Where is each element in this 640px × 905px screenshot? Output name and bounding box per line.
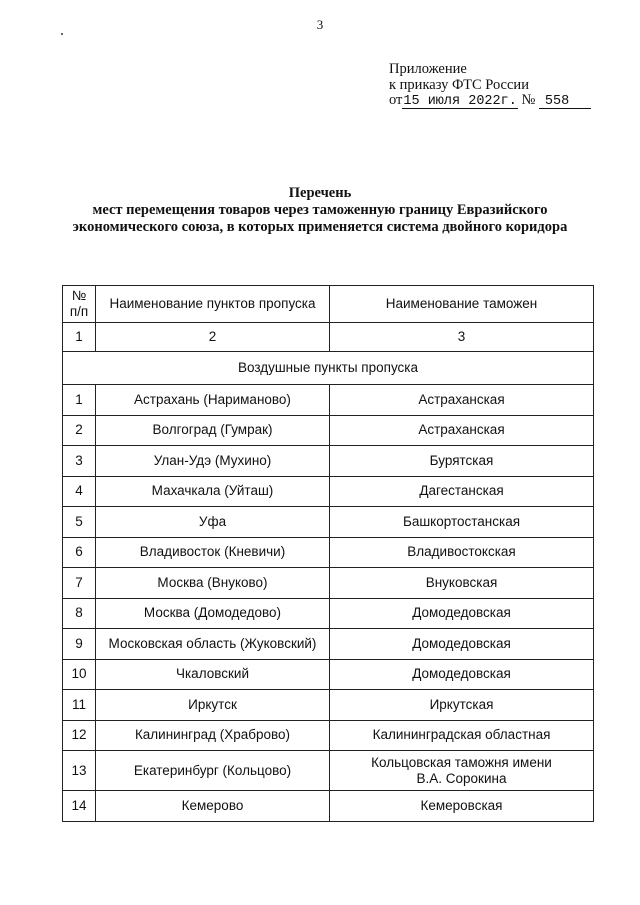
appendix-title: Приложение xyxy=(389,61,467,77)
row-customs-name: Домодедовская xyxy=(330,598,594,629)
row-number: 3 xyxy=(63,446,96,477)
table-row xyxy=(63,476,594,507)
row-number: 8 xyxy=(63,598,96,629)
row-point-name: Владивосток (Кневичи) xyxy=(96,537,330,568)
row-customs-name: Домодедовская xyxy=(330,659,594,690)
title-line-2: мест перемещения товаров через таможенную границу Евразийского xyxy=(92,202,548,218)
table-row xyxy=(63,791,594,822)
row-number: 14 xyxy=(63,791,96,822)
document-title xyxy=(40,185,600,236)
order-number: 558 xyxy=(539,95,591,109)
row-point-name: Екатеринбург (Кольцово) xyxy=(96,751,330,791)
row-point-name: Чкаловский xyxy=(96,659,330,690)
row-customs-name: Астраханская xyxy=(330,385,594,416)
header-num: № п/п xyxy=(63,286,96,323)
row-number: 9 xyxy=(63,629,96,660)
row-point-name: Иркутск xyxy=(96,690,330,721)
row-number: 11 xyxy=(63,690,96,721)
date-prefix: от xyxy=(389,92,403,108)
table-row xyxy=(63,751,594,791)
row-number: 7 xyxy=(63,568,96,599)
column-number: 2 xyxy=(96,323,330,352)
table-row xyxy=(63,659,594,690)
table-row xyxy=(63,507,594,538)
appendix-order-ref: к приказу ФТС России xyxy=(389,76,529,93)
row-customs-name: Кольцовская таможня имени В.А. Сорокина xyxy=(330,751,594,791)
row-customs-name: Астраханская xyxy=(330,415,594,446)
order-date: 15 июля 2022г. xyxy=(403,94,517,109)
section-row xyxy=(63,352,594,385)
row-customs-name: Дагестанская xyxy=(330,476,594,507)
table-row xyxy=(63,446,594,477)
table-row xyxy=(63,720,594,751)
number-prefix: № xyxy=(521,92,536,108)
table-row xyxy=(63,385,594,416)
row-number: 13 xyxy=(63,751,96,791)
table-row xyxy=(63,415,594,446)
row-point-name: Москва (Домодедово) xyxy=(96,598,330,629)
row-point-name: Московская область (Жуковский) xyxy=(96,629,330,660)
row-point-name: Уфа xyxy=(96,507,330,538)
table-row xyxy=(63,598,594,629)
column-number: 1 xyxy=(63,323,96,352)
crossing-points-table xyxy=(62,285,594,822)
table-row xyxy=(63,537,594,568)
row-number: 4 xyxy=(63,476,96,507)
row-number: 10 xyxy=(63,659,96,690)
row-point-name: Калининград (Храброво) xyxy=(96,720,330,751)
appendix-stamp xyxy=(389,62,591,109)
row-customs-name: Внуковская xyxy=(330,568,594,599)
row-point-name: Москва (Внуково) xyxy=(96,568,330,599)
table-header-row xyxy=(63,286,594,323)
row-point-name: Махачкала (Уйташ) xyxy=(96,476,330,507)
row-customs-name: Владивостокская xyxy=(330,537,594,568)
row-number: 5 xyxy=(63,507,96,538)
row-number: 1 xyxy=(63,385,96,416)
row-customs-name: Кемеровская xyxy=(330,791,594,822)
row-customs-name: Домодедовская xyxy=(330,629,594,660)
row-customs-name: Башкортостанская xyxy=(330,507,594,538)
header-point: Наименование пунктов пропуска xyxy=(96,286,330,323)
title-heading: Перечень xyxy=(288,185,352,201)
appendix-date-line xyxy=(389,93,591,109)
row-customs-name: Калининградская областная xyxy=(330,720,594,751)
column-number: 3 xyxy=(330,323,594,352)
page-number: 3 xyxy=(316,17,324,32)
header-customs: Наименование таможен xyxy=(330,286,594,323)
row-point-name: Волгоград (Гумрак) xyxy=(96,415,330,446)
row-point-name: Кемерово xyxy=(96,791,330,822)
table-row xyxy=(63,629,594,660)
scan-speck xyxy=(61,33,63,35)
row-number: 6 xyxy=(63,537,96,568)
row-number: 12 xyxy=(63,720,96,751)
row-customs-name: Иркутская xyxy=(330,690,594,721)
table-row xyxy=(63,690,594,721)
row-point-name: Астрахань (Нариманово) xyxy=(96,385,330,416)
section-title: Воздушные пункты пропуска xyxy=(63,352,594,385)
column-number-row xyxy=(63,323,594,352)
table-row xyxy=(63,568,594,599)
row-number: 2 xyxy=(63,415,96,446)
row-customs-name: Бурятская xyxy=(330,446,594,477)
title-line-3: экономического союза, в которых применяется система двойного коридора xyxy=(72,219,568,235)
row-point-name: Улан-Удэ (Мухино) xyxy=(96,446,330,477)
